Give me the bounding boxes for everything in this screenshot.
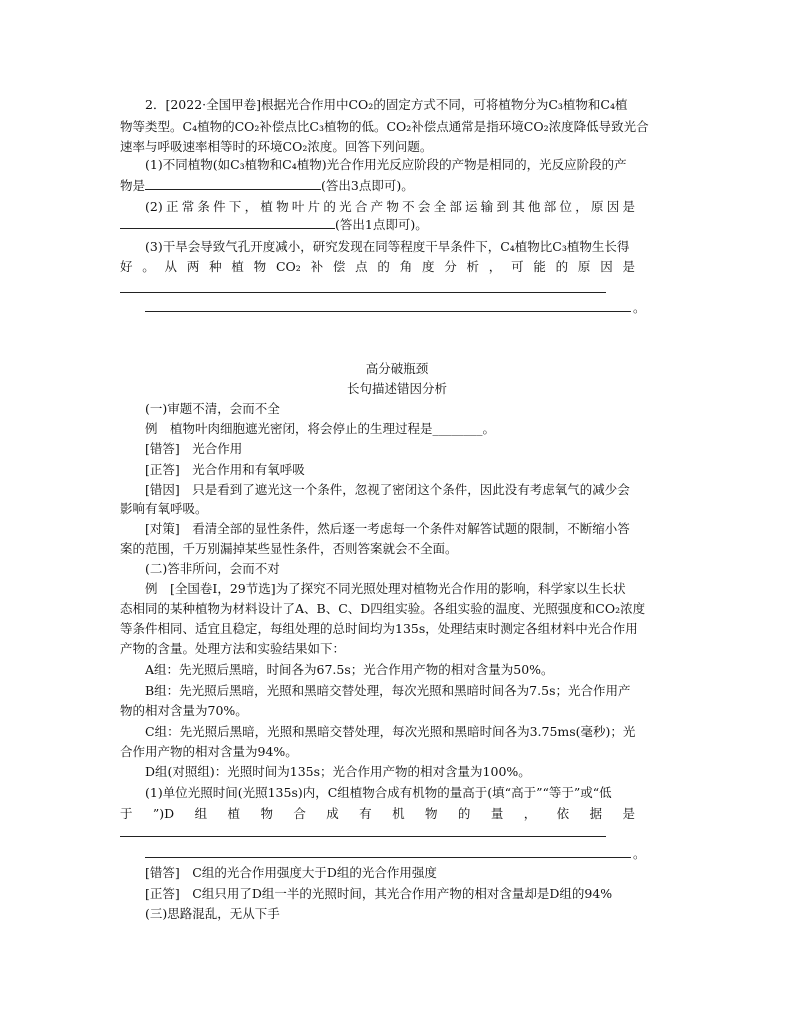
q2-sub1-prefix: 物是	[120, 178, 146, 193]
answer-line[interactable]	[145, 311, 631, 312]
cause-text: 只是看到了遮光这一个条件，忽视了密闭这个条件，因此没有考虑氧气的减少会	[192, 482, 630, 497]
end-period: 。	[633, 846, 646, 861]
example-2-line-1: 例 [全国卷Ⅰ，29节选]为了探究不同光照处理对植物光合作用的影响，科学家以生长状	[145, 581, 626, 596]
q2-sub1-suffix: (答出3点即可)。	[321, 178, 414, 193]
group-c-line-1: C组：先光照后黑暗，光照和黑暗交替处理，每次光照和黑暗时间各为3.75ms(毫秒)；光	[145, 724, 636, 739]
q1-line-1: (1)单位光照时间(光照135s)内，C组植物合成有机物的量高于(填“高于”“等于”或“低	[145, 785, 612, 800]
answer-line[interactable]	[120, 836, 606, 837]
q2-sub2-suffix: (答出1点即可)。	[335, 217, 428, 232]
q2-sub3-line-2: 好。从两种植物CO₂补偿点的角度分析，可能的原因是	[120, 259, 635, 274]
q2-sub1-line-1: (1)不同植物(如C₃植物和C₄植物)光合作用光反应阶段的产物是相同的，光反应阶段的产	[145, 157, 627, 172]
q2-line-3: 速率与呼吸速率相等时的环境CO₂浓度。回答下列问题。	[120, 139, 433, 154]
group-b-line-1: B组：先光照后黑暗，光照和黑暗交替处理，每次光照和黑暗时间各为7.5s；光合作用产	[145, 683, 631, 698]
fix-text: 看清全部的显性条件，然后逐一考虑每一个条件对解答试题的限制，不断缩小答	[192, 521, 630, 536]
right-text: 光合作用和有氧呼吸	[192, 462, 305, 477]
group-c-line-2: 合作用产物的相对含量为94%。	[120, 744, 298, 759]
end-period: 。	[633, 300, 646, 315]
right-text: C组只用了D组一半的光照时间，其光合作用产物的相对含量却是D组的94%	[192, 886, 613, 901]
section-title: 高分破瓶颈	[365, 361, 429, 376]
cause-1-cont: 影响有氧呼吸。	[120, 501, 208, 516]
fix-label: [对策]	[145, 521, 180, 536]
group-d: D组(对照组)：光照时间为135s；光合作用产物的相对含量为100%。	[145, 764, 531, 779]
right-label: [正答]	[145, 886, 180, 901]
q2-sub1-line-2	[120, 176, 414, 195]
wrong-text: 光合作用	[192, 441, 243, 456]
q2-sub2-line-2	[120, 215, 428, 234]
example-2-line-3: 等条件相同、适宜且稳定，每组处理的总时间均为135s，处理结束时测定各组材料中光合作用	[120, 621, 638, 636]
answer-blank[interactable]	[145, 176, 321, 190]
q2-sub3-line-1: (3)干旱会导致气孔开度减小，研究发现在同等程度干旱条件下，C₄植物比C₃植物生长得	[145, 239, 630, 254]
right-answer-2	[145, 885, 612, 903]
heading-3: (三)思路混乱，无从下手	[145, 906, 280, 921]
example-2-line-4: 产物的含量。处理方法和实验结果如下：	[120, 641, 346, 656]
q2-sub2-line-1: (2)正常条件下，植物叶片的光合产物不会全部运输到其他部位，原因是	[145, 199, 635, 214]
heading-1: (一)审题不清，会而不全	[145, 401, 280, 416]
wrong-label: [错答]	[145, 865, 180, 880]
cause-label: [错因]	[145, 482, 180, 497]
wrong-answer-2	[145, 864, 437, 882]
group-b-line-2: 物的相对含量为70%。	[120, 703, 248, 718]
group-a: A组：先光照后黑暗，时间各为67.5s；光合作用产物的相对含量为50%。	[145, 662, 554, 677]
example-2-line-2: 态相同的某种植物为材料设计了A、B、C、D四组实验。各组实验的温度、光照强度和CO₂浓度	[120, 601, 646, 616]
fix-1	[145, 520, 630, 538]
q1-line-2: 于”)D组植物合成有机物的量，依据是	[120, 806, 635, 821]
right-label: [正答]	[145, 462, 180, 477]
wrong-answer-1	[145, 440, 242, 458]
heading-2: (二)答非所问，会而不对	[145, 561, 280, 576]
right-answer-1	[145, 461, 305, 479]
section-subtitle: 长句描述错因分析	[346, 381, 447, 396]
q2-line-2: 物等类型。C₄植物的CO₂补偿点比C₃植物的低。CO₂补偿点通常是指环境CO₂浓度降低导致光合	[120, 119, 649, 134]
example-1: 例 植物叶肉细胞遮光密闭，将会停止的生理过程是________。	[145, 421, 496, 436]
answer-line[interactable]	[120, 292, 606, 293]
answer-line[interactable]	[145, 857, 631, 858]
cause-1	[145, 481, 630, 499]
wrong-text: C组的光合作用强度大于D组的光合作用强度	[192, 865, 437, 880]
answer-blank[interactable]	[120, 215, 335, 229]
wrong-label: [错答]	[145, 441, 180, 456]
q2-line-1: 2．[2022·全国甲卷]根据光合作用中CO₂的固定方式不同，可将植物分为C₃植物和C₄植	[145, 97, 628, 112]
fix-1-cont: 案的范围，千万别漏掉某些显性条件，否则答案就会不全面。	[120, 541, 458, 556]
